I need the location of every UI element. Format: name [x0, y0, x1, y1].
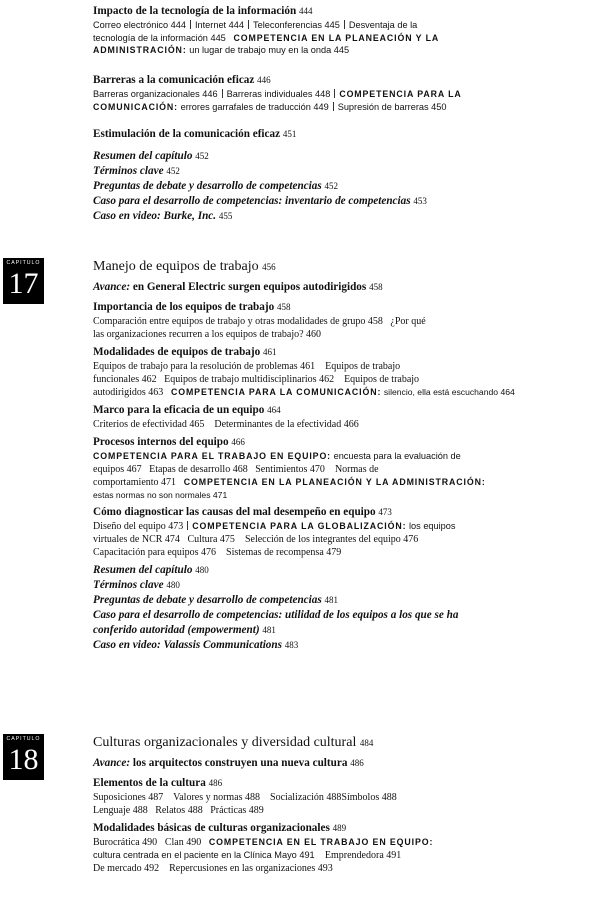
- section-title: Estimulación de la comunicación eficaz: [93, 128, 281, 140]
- page-number: 458: [276, 302, 291, 312]
- entry: Barreras organizacionales 446: [93, 89, 218, 99]
- competency-label: COMPETENCIA PARA LA: [339, 89, 462, 99]
- separator: [333, 102, 334, 111]
- section-elementos: [93, 776, 593, 817]
- entry: las organizaciones recurren a los equipos de trabajo? 460: [93, 329, 322, 340]
- entry: equipos 467: [93, 463, 142, 475]
- separator: [248, 20, 249, 29]
- page-number: 484: [359, 738, 374, 748]
- page-number: 483: [284, 640, 299, 651]
- entry: Burocrática 490: [93, 837, 158, 848]
- entry: funcionales 462: [93, 374, 157, 385]
- section-procesos: [93, 435, 593, 501]
- video-link: Caso en video: Valassis Communications: [93, 639, 282, 652]
- entry: De mercado 492: [93, 863, 160, 874]
- page-number: 486: [350, 758, 364, 768]
- page-number: 481: [324, 595, 338, 606]
- chapter-17-badge: [3, 258, 44, 304]
- entry: los equipos: [409, 521, 456, 532]
- section-estimulacion: [93, 127, 593, 142]
- section-title: Modalidades básicas de culturas organizacionales: [93, 822, 330, 834]
- chapter-label: CAPITULO: [6, 736, 41, 742]
- chapter-17-end-matter: [93, 563, 593, 653]
- section-impacto: [93, 4, 593, 57]
- competency-label: COMPETENCIA PARA EL TRABAJO EN EQUIPO:: [93, 451, 332, 461]
- separator: [344, 20, 345, 29]
- entry: autodirigidos 463: [93, 387, 164, 398]
- entry: Emprendedora 491: [324, 850, 402, 861]
- entry: Equipos de trabajo: [344, 374, 420, 385]
- entry: Criterios de efectividad 465: [93, 419, 205, 430]
- competency-label: COMPETENCIA EN LA PLANEACIÓN Y LA ADMINISTRACIÓN:: [183, 476, 486, 487]
- entry: Relatos 488: [155, 805, 203, 816]
- entry: silencio, ella está escuchando 464: [383, 387, 515, 397]
- section-marco: [93, 403, 593, 431]
- section-title: Modalidades de equipos de trabajo: [93, 346, 261, 358]
- section-title: Impacto de la tecnología de la información: [93, 5, 297, 17]
- section-title: Elementos de la cultura: [93, 777, 206, 789]
- section-modalidades: [93, 345, 593, 399]
- page-number: 458: [369, 282, 383, 292]
- entry: Normas de: [334, 463, 379, 475]
- entry: Selección de los integrantes del equipo 476: [244, 534, 419, 546]
- separator: [334, 89, 335, 98]
- entry: Lenguaje 488: [93, 805, 148, 816]
- competency-label: COMPETENCIA EN EL TRABAJO EN EQUIPO:: [208, 837, 434, 847]
- chapter-18: [93, 734, 593, 875]
- page-number: 452: [324, 181, 338, 191]
- entry: Suposiciones 487: [93, 792, 164, 803]
- page-number: 446: [257, 75, 271, 85]
- entry: Capacitación para equipos 476: [93, 547, 217, 559]
- page-number: 455: [218, 211, 233, 221]
- page-number: 489: [332, 823, 347, 833]
- section-title: Marco para la eficacia de un equipo: [93, 404, 265, 416]
- resumen-link: Resumen del capítulo: [93, 564, 193, 577]
- section-barreras: [93, 73, 593, 113]
- caso-link-cont: conferido autoridad (empowerment): [93, 624, 260, 637]
- page-number: 456: [262, 262, 276, 272]
- entry: errores garrafales de traducción 449: [180, 101, 329, 112]
- section-title: Barreras a la comunicación eficaz: [93, 74, 255, 86]
- page-number: 461: [263, 347, 277, 357]
- entry: comportamiento 471: [93, 476, 177, 488]
- page-number: 444: [299, 6, 313, 16]
- separator: [187, 521, 188, 530]
- chapter-title: Manejo de equipos de trabajo: [93, 259, 259, 274]
- page-number: 486: [208, 778, 223, 788]
- entry: Barreras individuales 448: [226, 89, 331, 99]
- entry: virtuales de NCR 474: [93, 534, 180, 546]
- page-number: 480: [166, 580, 180, 591]
- chapter-number: 18: [8, 743, 39, 776]
- avance-label: Avance:: [93, 281, 131, 293]
- page-number: 451: [282, 129, 297, 139]
- separator: [190, 20, 191, 29]
- section-diagnosticar: [93, 505, 593, 559]
- page-number: 464: [267, 405, 281, 415]
- page-number: 452: [195, 151, 209, 161]
- chapter-title: Culturas organizacionales y diversidad cultural: [93, 735, 357, 750]
- preguntas-link: Preguntas de debate y desarrollo de competencias: [93, 594, 322, 607]
- entry: Repercusiones en las organizaciones 493: [169, 863, 333, 874]
- section-title: Cómo diagnosticar las causas del mal desempeño en equipo: [93, 506, 376, 519]
- avance-label: Avance:: [93, 757, 131, 769]
- chapter-18-badge: [3, 734, 44, 780]
- section-title: Procesos internos del equipo: [93, 436, 229, 448]
- entry: estas normas no son normales 471: [93, 489, 228, 500]
- chapter-number: 17: [8, 267, 39, 300]
- section-modalidades-culturas: [93, 821, 593, 875]
- separator: [222, 89, 223, 98]
- page-number: 466: [231, 437, 245, 447]
- entry: Sistemas de recompensa 479: [226, 547, 342, 559]
- section-importancia: [93, 300, 593, 341]
- entry: Clan 490: [164, 837, 202, 848]
- competency-label: COMUNICACIÓN:: [93, 101, 179, 112]
- preguntas-link: Preguntas de debate y desarrollo de competencias: [93, 180, 322, 192]
- entry: Equipos de trabajo multidisciplinarios 462: [164, 374, 335, 385]
- video-link: Caso en video: Burke, Inc.: [93, 210, 217, 222]
- section-title: Importancia de los equipos de trabajo: [93, 301, 275, 313]
- entry: cultura centrada en el paciente en la Clínica Mayo 491: [93, 850, 315, 860]
- entry: Sentimientos 470: [255, 463, 325, 475]
- entry: ¿Por qué: [390, 316, 426, 327]
- entry: Teleconferencias 445: [253, 20, 340, 30]
- entry: Correo electrónico 444: [93, 20, 186, 30]
- competency-label: COMPETENCIA PARA LA GLOBALIZACIÓN:: [192, 521, 407, 532]
- entry: Internet 444: [194, 20, 244, 30]
- chapter-17: [93, 258, 593, 653]
- resumen-link: Resumen del capítulo: [93, 150, 193, 162]
- entry: encuesta para la evaluación de: [333, 451, 461, 461]
- chapter-16-end-matter: [93, 149, 593, 224]
- competency-label: COMPETENCIA PARA LA COMUNICACIÓN:: [170, 387, 382, 397]
- page-number: 473: [378, 507, 392, 518]
- page-number: 452: [166, 166, 180, 176]
- avance-text: en General Electric surgen equipos autodirigidos: [132, 281, 367, 293]
- entry: Equipos de trabajo para la resolución de problemas 461: [93, 361, 316, 372]
- entry: tecnología de la información 445: [93, 32, 226, 43]
- competency-label: ADMINISTRACIÓN:: [93, 45, 187, 56]
- entry: Diseño del equipo 473: [93, 521, 184, 533]
- page-number: 453: [413, 196, 427, 206]
- entry: Equipos de trabajo: [325, 361, 401, 372]
- entry: Comparación entre equipos de trabajo y otras modalidades de grupo 458: [93, 316, 383, 327]
- entry: Supresión de barreras 450: [337, 101, 447, 112]
- entry: Etapas de desarrollo 468: [149, 463, 248, 475]
- avance-text: los arquitectos construyen una nueva cultura: [132, 757, 348, 769]
- page-number: 481: [262, 625, 276, 636]
- entry: Determinantes de la efectividad 466: [214, 419, 359, 430]
- terminos-link: Términos clave: [93, 165, 164, 177]
- page-number: 480: [195, 565, 209, 576]
- entry: Valores y normas 488: [173, 792, 261, 803]
- entry: Prácticas 489: [210, 805, 264, 816]
- terminos-link: Términos clave: [93, 579, 164, 592]
- caso-link: Caso para el desarrollo de competencias: inventario de competencias: [93, 195, 411, 207]
- entry: Desventaja de la: [348, 20, 418, 30]
- entry: Socialización 488: [270, 792, 342, 803]
- caso-link: Caso para el desarrollo de competencias: utilidad de los equipos a los que se ha: [93, 609, 459, 622]
- chapter-label: CAPITULO: [6, 260, 41, 266]
- competency-label: COMPETENCIA EN LA PLANEACIÓN Y LA: [233, 32, 440, 43]
- entry: Cultura 475: [187, 534, 235, 546]
- entry: un lugar de trabajo muy en la onda 445: [189, 45, 350, 56]
- entry: Símbolos 488: [341, 792, 397, 803]
